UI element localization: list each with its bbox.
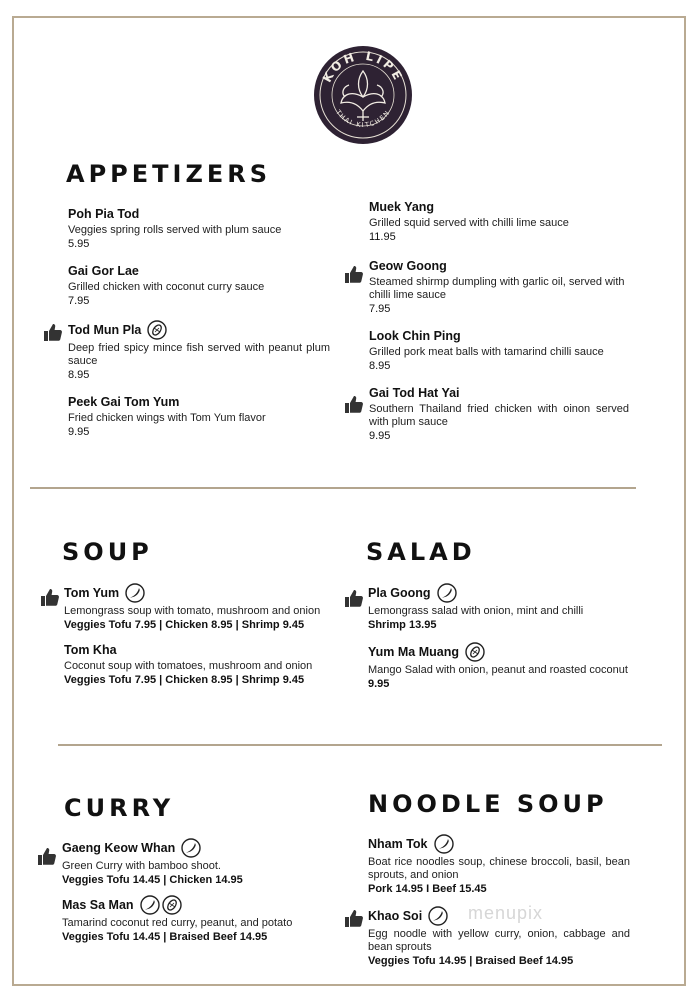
menu-item xyxy=(62,895,332,944)
item-name: Gai Gor Lae xyxy=(68,264,139,278)
item-desc: Green Curry with bamboo shoot. xyxy=(62,860,221,872)
salad-column xyxy=(368,583,658,691)
menu-item xyxy=(369,385,629,443)
thumbs-up-icon xyxy=(37,846,57,866)
chili-icon xyxy=(437,583,457,603)
menu-item xyxy=(68,320,330,382)
chili-icon xyxy=(428,906,448,926)
item-name: Tom Kha xyxy=(64,643,117,657)
item-name: Poh Pia Tod xyxy=(68,207,140,221)
appetizers-right-column xyxy=(369,199,629,443)
thumbs-up-icon xyxy=(344,264,364,284)
section-divider xyxy=(30,487,636,489)
item-name-row xyxy=(62,895,332,915)
item-name: Peek Gai Tom Yum xyxy=(68,395,180,409)
item-desc: Egg noodle with yellow curry, onion, cabbage and bean sprouts xyxy=(368,928,630,953)
chili-icon xyxy=(434,834,454,854)
item-price: Veggies Tofu 14.45 | Braised Beef 14.95 xyxy=(62,931,268,943)
item-price: Pork 14.95 I Beef 15.45 xyxy=(368,883,487,895)
thumbs-up-icon xyxy=(40,587,60,607)
chili-icon xyxy=(140,895,160,915)
item-desc: Deep fried spicy mince fish served with peanut plum sauce xyxy=(68,342,330,367)
item-price: 8.95 xyxy=(68,369,90,381)
thumbs-up-icon xyxy=(344,588,364,608)
item-price: 9.95 xyxy=(369,430,391,442)
peanut-icon xyxy=(162,895,182,915)
item-desc: Lemongrass soup with tomato, mushroom and onion xyxy=(64,605,321,617)
thumbs-up-icon xyxy=(344,394,364,414)
soup-title: SOUP xyxy=(62,538,153,566)
svg-text:KOH LIPE: KOH LIPE xyxy=(319,48,407,85)
noodle-soup-column xyxy=(368,834,630,968)
item-price: Veggies Tofu 14.45 | Chicken 14.95 xyxy=(62,874,243,886)
menu-item xyxy=(368,834,630,896)
noodle-soup-title: NOODLE SOUP xyxy=(368,790,608,818)
menu-item xyxy=(369,258,629,316)
item-name: Tod Mun Pla xyxy=(68,323,142,337)
menu-item xyxy=(368,642,658,691)
item-name: Look Chin Ping xyxy=(369,329,461,343)
thumbs-up-icon xyxy=(43,322,63,342)
item-desc: Veggies spring rolls served with plum sauce xyxy=(68,224,282,236)
item-price: Shrimp 13.95 xyxy=(368,619,437,631)
curry-column xyxy=(62,838,332,944)
item-name: Mas Sa Man xyxy=(62,898,134,912)
item-name: Muek Yang xyxy=(369,200,435,214)
item-price: 9.95 xyxy=(368,678,390,690)
chili-icon xyxy=(125,583,145,603)
item-price: 5.95 xyxy=(68,238,90,250)
koh-lipe-logo xyxy=(313,45,413,145)
item-price: 8.95 xyxy=(369,360,391,372)
menu-item xyxy=(68,394,330,439)
item-name: Yum Ma Muang xyxy=(368,645,459,659)
salad-title: SALAD xyxy=(366,538,476,566)
menu-item xyxy=(62,838,332,887)
item-desc: Lemongrass salad with onion, mint and chilli xyxy=(368,605,584,617)
item-name: Pla Goong xyxy=(368,586,431,600)
item-name-row xyxy=(368,834,630,854)
menu-item xyxy=(64,642,326,687)
svg-text:THAI KITCHEN: THAI KITCHEN xyxy=(334,108,392,130)
item-price: 11.95 xyxy=(369,231,396,243)
watermark: menupix xyxy=(468,903,544,923)
appetizers-title: APPETIZERS xyxy=(66,160,272,188)
item-name-row xyxy=(68,320,330,340)
item-desc: Grilled squid served with chilli lime sauce xyxy=(369,217,569,229)
item-desc: Fried chicken wings with Tom Yum flavor xyxy=(68,412,266,424)
item-name-row xyxy=(64,583,326,603)
item-name-row xyxy=(62,838,332,858)
item-desc: Southern Thailand fried chicken with oinon served with plum sauce xyxy=(369,403,629,428)
item-name: Khao Soi xyxy=(368,909,423,923)
item-desc: Coconut soup with tomatoes, mushroom and onion xyxy=(64,660,313,672)
menu-item xyxy=(64,583,326,632)
item-name: Tom Yum xyxy=(64,586,120,600)
item-desc: Grilled chicken with coconut curry sauce xyxy=(68,281,265,293)
peanut-icon xyxy=(147,320,167,340)
item-name-row xyxy=(368,642,658,662)
menu-item xyxy=(368,583,658,632)
item-price: Veggies Tofu 7.95 | Chicken 8.95 | Shrimp 9.45 xyxy=(64,674,305,686)
item-desc: Mango Salad with onion, peanut and roasted coconut xyxy=(368,664,628,676)
thumbs-up-icon xyxy=(344,908,364,928)
item-name: Geow Goong xyxy=(369,259,447,273)
curry-title: CURRY xyxy=(64,794,175,822)
item-price: 7.95 xyxy=(68,295,90,307)
item-name-row xyxy=(368,583,658,603)
appetizers-left-column xyxy=(68,206,330,439)
item-price: Veggies Tofu 14.95 | Braised Beef 14.95 xyxy=(368,955,574,967)
item-desc: Grilled pork meat balls with tamarind chilli sauce xyxy=(369,346,604,358)
item-desc: Steamed shirmp dumpling with garlic oil, served with chilli lime sauce xyxy=(369,276,625,301)
soup-column xyxy=(64,583,326,687)
section-divider xyxy=(58,744,662,746)
item-price: 9.95 xyxy=(68,426,90,438)
menu-item xyxy=(369,328,629,373)
item-name: Gaeng Keow Whan xyxy=(62,841,176,855)
item-name: Nham Tok xyxy=(368,837,428,851)
menu-item xyxy=(68,206,330,251)
menu-item xyxy=(68,263,330,308)
item-price: Veggies Tofu 7.95 | Chicken 8.95 | Shrimp 9.45 xyxy=(64,619,305,631)
item-name: Gai Tod Hat Yai xyxy=(369,386,460,400)
item-desc: Boat rice noodles soup, chinese broccoli, basil, bean sprouts, and onion xyxy=(368,856,630,881)
peanut-icon xyxy=(465,642,485,662)
menu-item xyxy=(369,199,629,244)
item-desc: Tamarind coconut red curry, peanut, and potato xyxy=(62,917,293,929)
chili-icon xyxy=(181,838,201,858)
item-price: 7.95 xyxy=(369,303,391,315)
